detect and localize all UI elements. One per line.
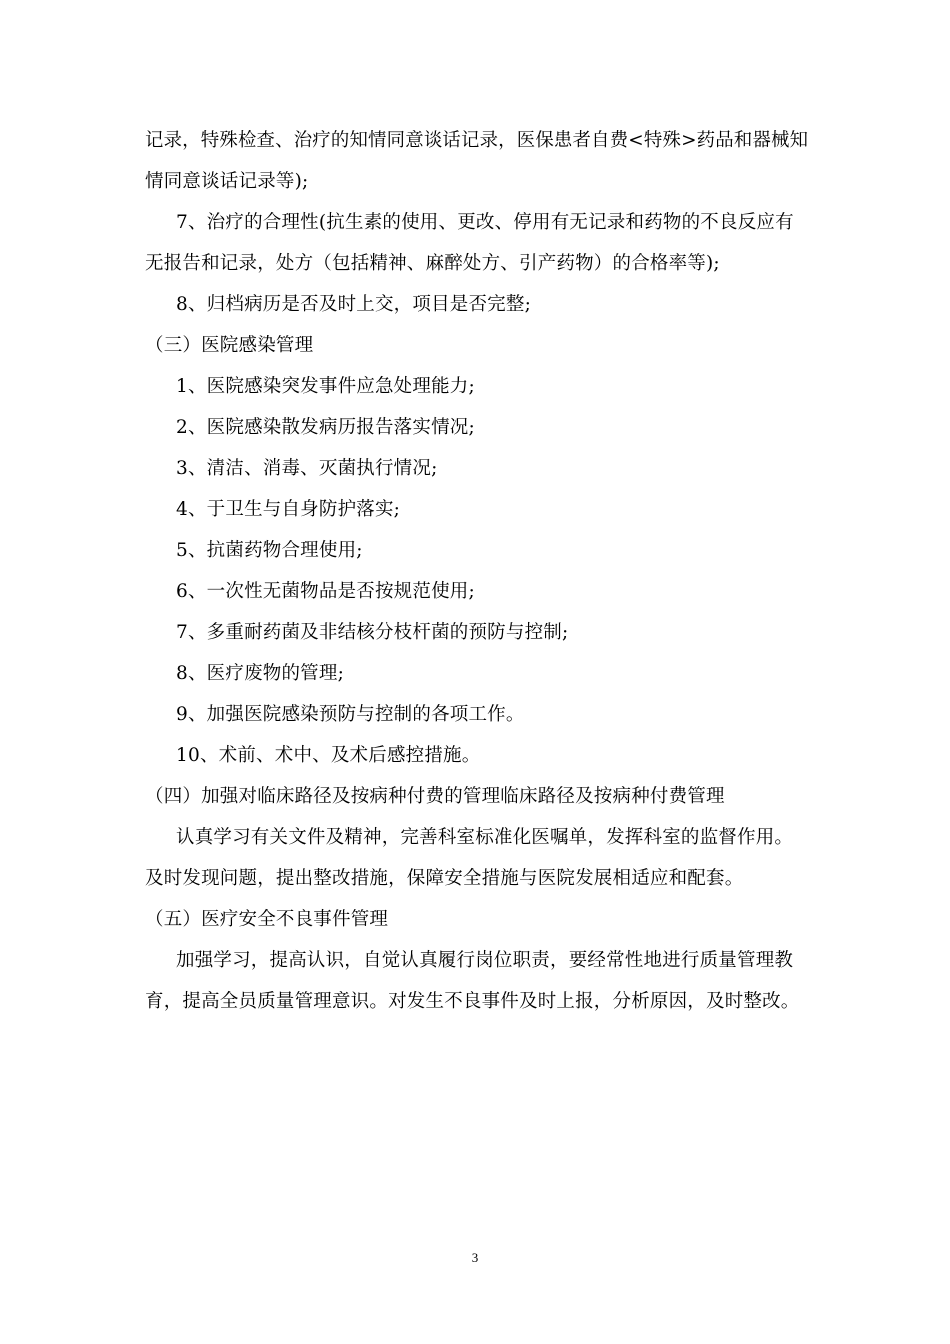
text-line-22: 育，提高全员质量管理意识。对发生不良事件及时上报，分析原因，及时整改。 (145, 991, 800, 1012)
text-line-21: 加强学习，提高认识，自觉认真履行岗位职责，要经常性地进行质量管理教 (176, 950, 794, 971)
text-line-3: 7、治疗的合理性(抗生素的使用、更改、停用有无记录和药物的不良反应有 (176, 212, 794, 233)
text-line-13: 7、多重耐药菌及非结核分枝杆菌的预防与控制; (176, 622, 569, 643)
text-line-2: 情同意谈话记录等); (145, 171, 309, 192)
text-line-15: 9、加强医院感染预防与控制的各项工作。 (176, 704, 525, 725)
text-line-7: 1、医院感染突发事件应急处理能力; (176, 376, 475, 397)
text-line-1: 记录，特殊检查、治疗的知情同意谈话记录，医保患者自费<特殊>药品和器械知 (145, 130, 809, 151)
text-line-12: 6、一次性无菌物品是否按规范使用; (176, 581, 475, 602)
text-line-8: 2、医院感染散发病历报告落实情况; (176, 417, 475, 438)
text-line-19: 及时发现问题，提出整改措施，保障安全措施与医院发展相适应和配套。 (145, 868, 744, 889)
page-number: 3 (471, 1250, 479, 1265)
text-line-11: 5、抗菌药物合理使用; (176, 540, 363, 561)
section-heading-5: （五）医疗安全不良事件管理 (145, 909, 389, 930)
text-line-14: 8、医疗废物的管理; (176, 663, 345, 684)
text-line-9: 3、清洁、消毒、灭菌执行情况; (176, 458, 438, 479)
text-line-10: 4、于卫生与自身防护落实; (176, 499, 401, 520)
text-line-18: 认真学习有关文件及精神，完善科室标准化医嘱单，发挥科室的监督作用。 (176, 827, 794, 848)
text-line-5: 8、归档病历是否及时上交，项目是否完整; (176, 294, 532, 315)
text-line-16: 10、术前、术中、及术后感控措施。 (176, 745, 481, 766)
section-heading-3: （三）医院感染管理 (145, 335, 314, 356)
text-line-4: 无报告和记录，处方（包括精神、麻醉处方、引产药物）的合格率等); (145, 253, 720, 274)
section-heading-4: （四）加强对临床路径及按病种付费的管理临床路径及按病种付费管理 (145, 786, 725, 807)
